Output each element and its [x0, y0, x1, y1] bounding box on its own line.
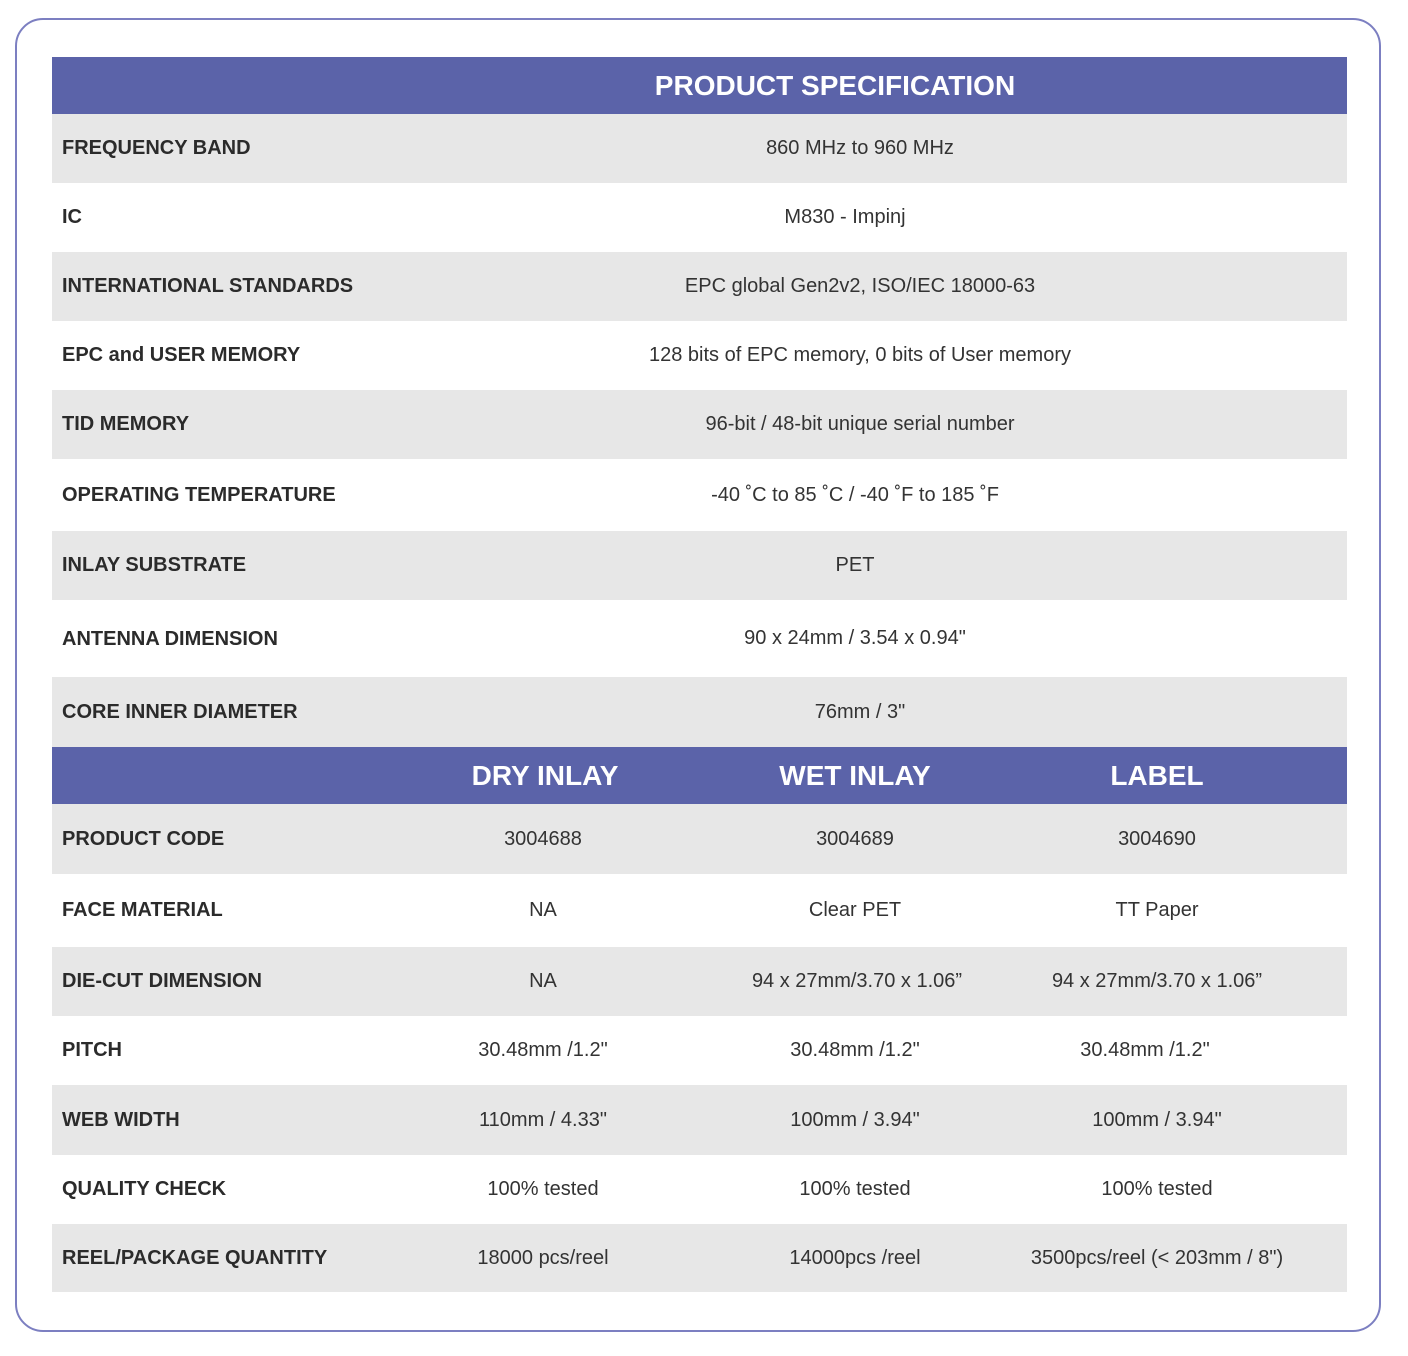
spec-row-ic: [52, 183, 1347, 252]
column-header-label: LABEL: [1110, 759, 1204, 791]
variant-label: FACE MATERIAL: [62, 899, 223, 921]
variant-value-label: 100% tested: [1101, 1178, 1213, 1200]
variant-value-dry: NA: [529, 970, 557, 992]
column-header-wet-inlay: WET INLAY: [779, 759, 931, 791]
variant-value-dry: 110mm / 4.33": [479, 1108, 607, 1131]
spec-row-international-standards: [52, 252, 1347, 321]
variant-row-product-code: [52, 804, 1347, 874]
spec-row-operating-temperature: [52, 459, 1347, 531]
variant-row-web-width: [52, 1085, 1347, 1155]
variant-value-wet: 14000pcs /reel: [789, 1246, 921, 1269]
spec-label: INLAY SUBSTRATE: [62, 554, 247, 576]
spec-label: FREQUENCY BAND: [62, 137, 251, 159]
spec-label: ANTENNA DIMENSION: [62, 627, 278, 650]
variant-row-pitch: [52, 1016, 1347, 1085]
variant-label: PRODUCT CODE: [62, 827, 225, 850]
product-spec-table: [52, 57, 1347, 1292]
spec-header-row: [52, 57, 1347, 114]
variant-label: QUALITY CHECK: [62, 1178, 227, 1200]
variant-row-quality-check: [52, 1155, 1347, 1224]
variant-label: PITCH: [62, 1039, 122, 1061]
variant-value-label: 94 x 27mm/3.70 x 1.06”: [1051, 970, 1263, 992]
variant-label: WEB WIDTH: [62, 1108, 180, 1131]
spec-label: TID MEMORY: [62, 413, 190, 435]
spec-label: IC: [62, 206, 82, 228]
variant-value-dry: 100% tested: [487, 1178, 599, 1200]
spec-label: CORE INNER DIAMETER: [62, 700, 298, 723]
variant-value-dry: NA: [529, 899, 557, 921]
spec-row-inlay-substrate: [52, 531, 1347, 600]
spec-row-tid-memory: [52, 390, 1347, 459]
spec-row-epc-user-memory: [52, 321, 1347, 390]
spec-value: 76mm / 3": [814, 700, 906, 723]
variant-value-wet: 100mm / 3.94": [790, 1108, 920, 1131]
spec-row-frequency-band: [52, 114, 1347, 183]
spec-value: 128 bits of EPC memory, 0 bits of User memory: [649, 344, 1071, 366]
variant-value-dry: 3004688: [504, 827, 582, 850]
variant-value-wet: 30.48mm /1.2": [790, 1039, 920, 1061]
spec-value: 860 MHz to 960 MHz: [766, 137, 954, 159]
variant-value-dry: 30.48mm /1.2": [478, 1039, 608, 1061]
variant-value-label: 100mm / 3.94": [1092, 1108, 1222, 1131]
variant-row-face-material: [52, 874, 1347, 947]
spec-value: -40 ˚C to 85 ˚C / -40 ˚F to 185 ˚F: [711, 483, 999, 506]
variant-row-die-cut-dimension: [52, 947, 1347, 1016]
variant-label: REEL/PACKAGE QUANTITY: [62, 1246, 328, 1269]
variant-value-label: 3004690: [1118, 827, 1196, 850]
spec-value: EPC global Gen2v2, ISO/IEC 18000-63: [684, 275, 1036, 297]
spec-value: 90 x 24mm / 3.54 x 0.94": [744, 627, 966, 649]
spec-row-core-inner-diameter: [52, 677, 1347, 747]
variant-value-label: 30.48mm /1.2": [1080, 1039, 1210, 1061]
spec-label: INTERNATIONAL STANDARDS: [62, 275, 354, 297]
variant-value-label: TT Paper: [1115, 899, 1199, 921]
spec-value: PET: [835, 554, 875, 576]
variant-value-wet: 3004689: [816, 827, 894, 850]
variant-header-row: [52, 747, 1347, 804]
variant-value-wet: Clear PET: [808, 899, 902, 921]
variant-value-wet: 100% tested: [799, 1178, 911, 1200]
column-header-dry-inlay: DRY INLAY: [471, 759, 619, 791]
spec-label: OPERATING TEMPERATURE: [62, 483, 336, 506]
spec-row-antenna-dimension: [52, 600, 1347, 677]
variant-value-wet: 94 x 27mm/3.70 x 1.06”: [751, 970, 963, 992]
variant-value-label: 3500pcs/reel (< 203mm / 8"): [1030, 1246, 1284, 1269]
spec-value: 96-bit / 48-bit unique serial number: [705, 413, 1015, 435]
variant-row-reel-package-quantity: [52, 1224, 1347, 1292]
spec-value: M830 - Impinj: [784, 206, 906, 228]
variant-label: DIE-CUT DIMENSION: [62, 970, 262, 992]
spec-title: PRODUCT SPECIFICATION: [654, 69, 1016, 101]
variant-value-dry: 18000 pcs/reel: [477, 1246, 609, 1269]
spec-label: EPC and USER MEMORY: [62, 344, 301, 366]
